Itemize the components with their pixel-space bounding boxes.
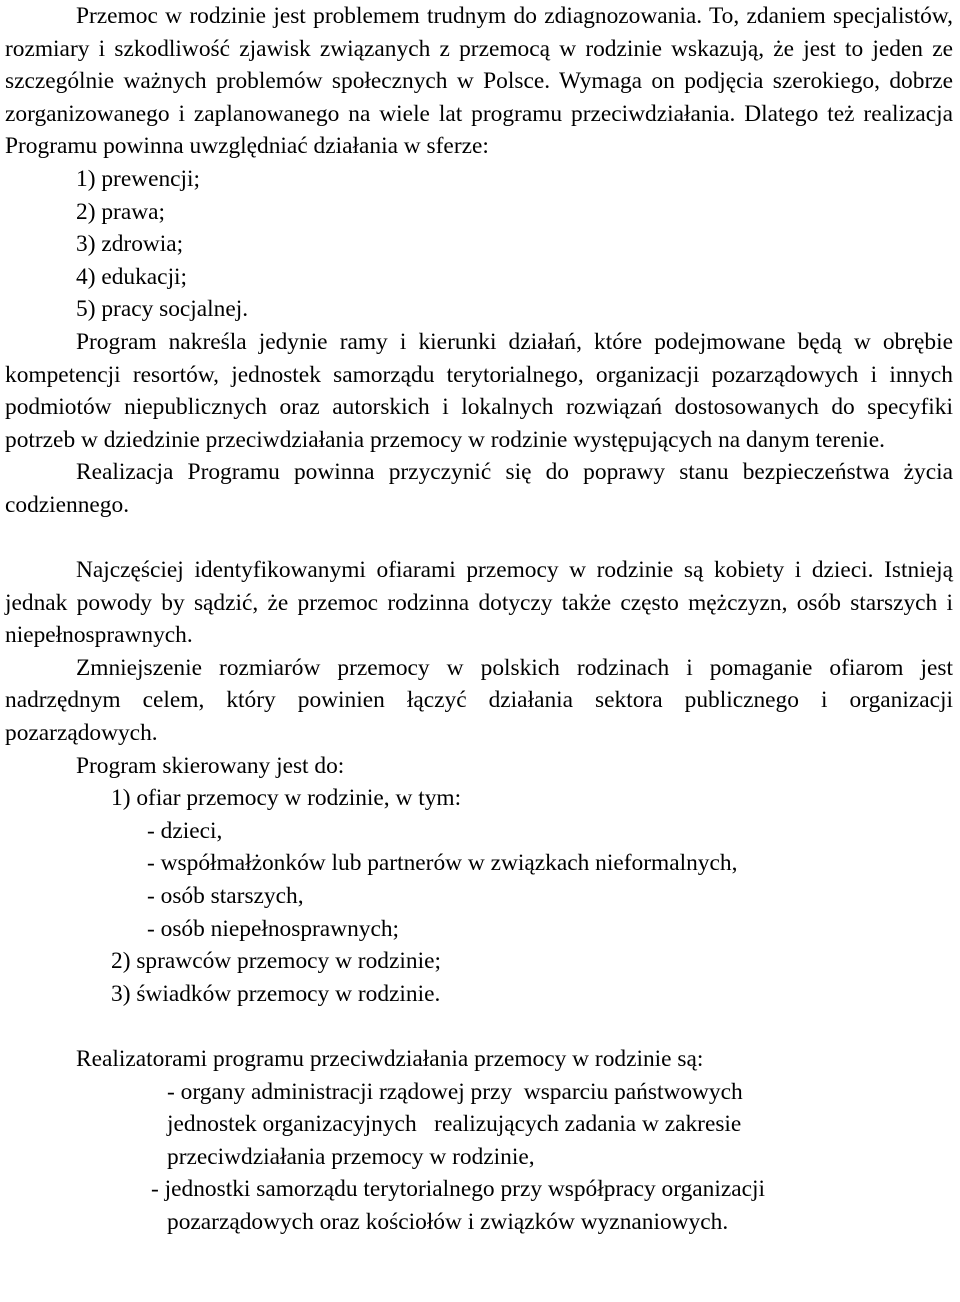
list-item-line: jednostek organizacyjnych realizujących zadania w zakresie	[167, 1111, 742, 1138]
list-item: - osób starszych,	[147, 883, 304, 910]
document-page	[5, 0, 953, 1239]
list-item	[5, 1173, 953, 1238]
paragraph-program-goal: Realizacja Programu powinna przyczynić się do poprawy stanu bezpieczeństwa życia codziennego.	[5, 459, 953, 518]
list-item-line: pozarządowych oraz kościołów i związków wyznaniowych.	[167, 1208, 729, 1235]
list-item: 3) świadków przemocy w rodzinie.	[111, 980, 441, 1007]
list-item: 3) zdrowia;	[76, 231, 184, 258]
list-item	[5, 1076, 953, 1174]
list-item-line: - organy administracji rządowej przy wsparciu państwowych	[167, 1078, 743, 1105]
list-item: 1) ofiar przemocy w rodzinie, w tym:	[111, 785, 462, 812]
spheres-list	[5, 163, 953, 326]
paragraph-main-goal: Zmniejszenie rozmiarów przemocy w polskich rodzinach i pomaganie ofiarom jest nadrzędnym celem, który powinien łączyć działania sektora publicznego i organizacji pozarządowych.	[5, 654, 953, 747]
paragraph-target-intro: Program skierowany jest do:	[76, 752, 345, 779]
list-item: - dzieci,	[147, 817, 223, 844]
list-item: 2) prawa;	[76, 198, 165, 225]
paragraph-victims: Najczęściej identyfikowanymi ofiarami przemocy w rodzinie są kobiety i dzieci. Istnieją jednak powody by sądzić, że przemoc rodzinna dotyczy także często mężczyzn, osób starszych i niepełnosprawnych.	[5, 557, 953, 649]
implementers-list	[5, 1076, 953, 1239]
list-item: - współmałżonków lub partnerów w związkach nieformalnych,	[147, 850, 738, 877]
list-item: 4) edukacji;	[76, 263, 188, 290]
list-item: 5) pracy socjalnej.	[76, 296, 249, 323]
target-list	[5, 782, 953, 815]
list-item: 2) sprawców przemocy w rodzinie;	[111, 948, 441, 975]
list-item: 1) prewencji;	[76, 165, 201, 192]
paragraph-intro: Przemoc w rodzinie jest problemem trudnym do zdiagnozowania. To, zdaniem specjalistów, rozmiary i szkodliwość zjawisk związanych z przemocą w rodzinie wskazują, że jest to jeden ze szczególnie ważnych problemów społecznych w Polsce. Wymaga on podjęcia szerokiego, dobrze zorganizowanego i zaplanowanego na wiele lat programu przeciwdziałania. Dlatego też realizacja Programu powinna uwzględniać działania w sferze:	[5, 3, 953, 160]
target-sublist	[5, 815, 953, 945]
target-list-continued	[5, 945, 953, 1010]
list-item-line: - jednostki samorządu terytorialnego przy współpracy organizacji	[151, 1176, 766, 1203]
paragraph-implementers-intro: Realizatorami programu przeciwdziałania przemocy w rodzinie są:	[76, 1046, 704, 1072]
paragraph-gap	[5, 1010, 953, 1043]
list-item-line: przeciwdziałania przemocy w rodzinie,	[167, 1143, 535, 1170]
paragraph-gap	[5, 522, 953, 555]
list-item: - osób niepełnosprawnych;	[147, 915, 400, 942]
paragraph-program-scope: Program nakreśla jedynie ramy i kierunki działań, które podejmowane będą w obrębie kompetencji resortów, jednostek samorządu terytorialnego, organizacji pozarządowych i innych podmiotów niepublicznych oraz autorskich i lokalnych rozwiązań dostosowanych do specyfiki potrzeb w dziedzinie przeciwdziałania przemocy w rodzinie występujących na danym terenie.	[5, 328, 953, 453]
